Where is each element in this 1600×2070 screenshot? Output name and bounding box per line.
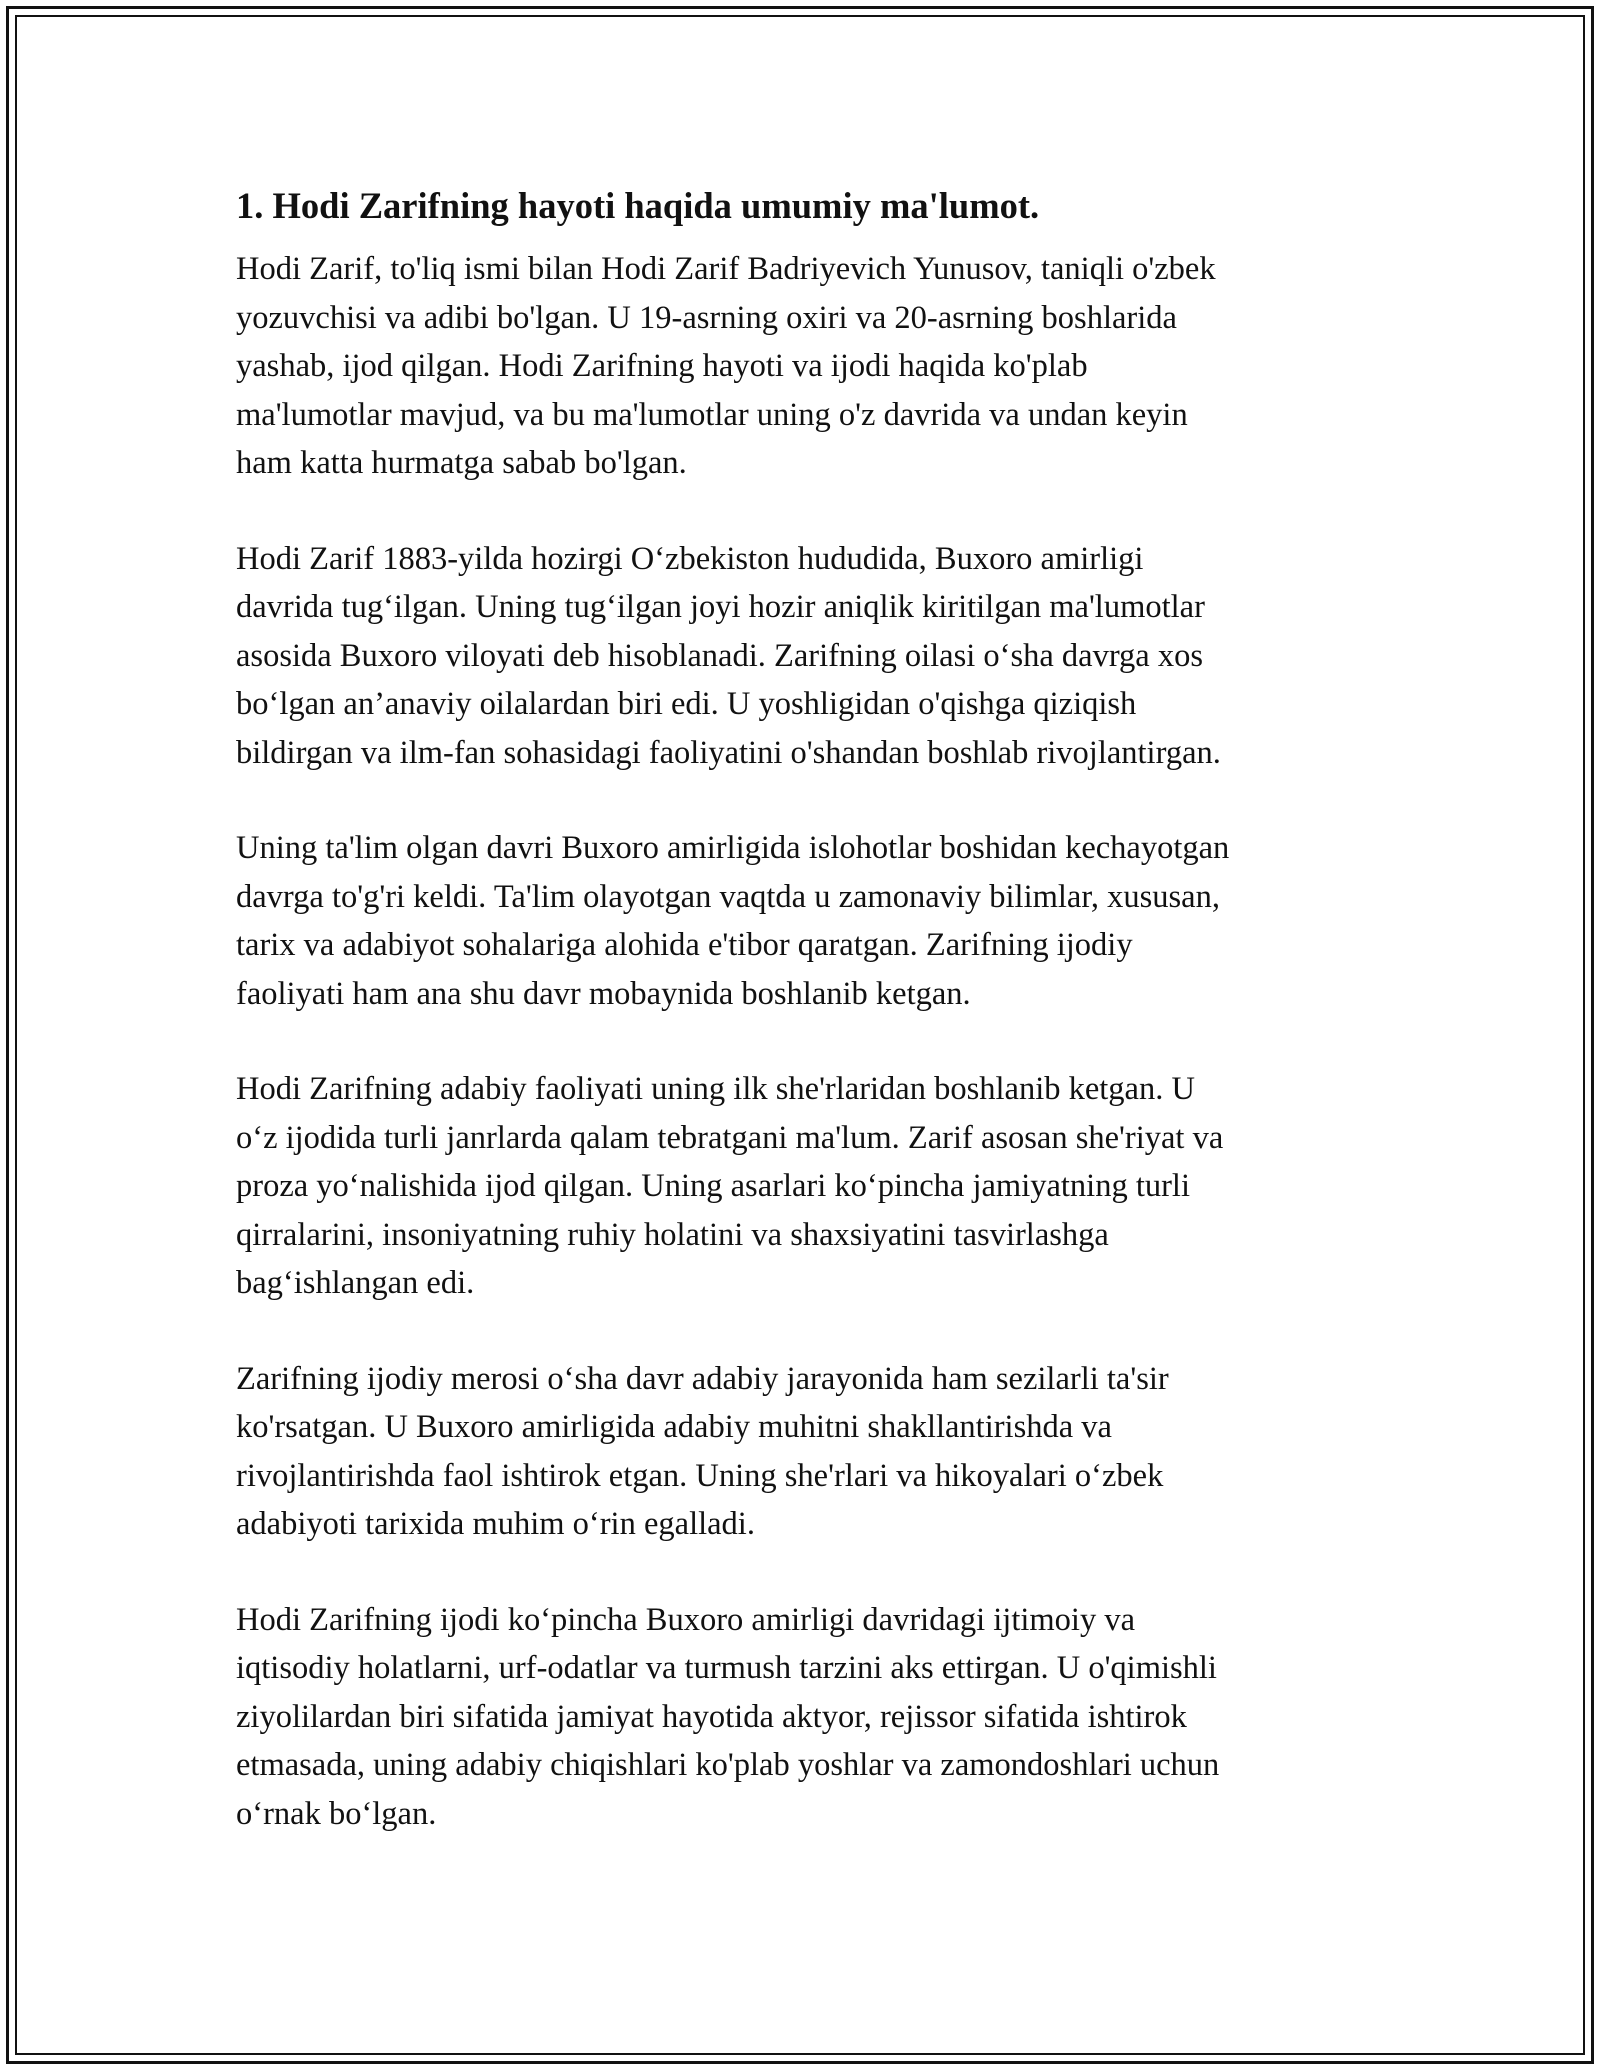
text-line: Hodi Zarif 1883-yilda hozirgi O‘zbekiston hududida, Buxoro amirligi [236, 540, 1144, 577]
text-line: bag‘ishlangan edi. [236, 1265, 475, 1301]
paragraph-intro [236, 245, 1366, 488]
text-line: davrga to'g'ri keldi. Ta'lim olayotgan vaqtda u zamonaviy bilimlar, xususan, [236, 878, 1220, 915]
text-line: Hodi Zarifning ijodi ko‘pincha Buxoro amirligi davridagi ijtimoiy va [236, 1601, 1136, 1638]
text-line: tarix va adabiyot sohalariga alohida e'tibor qaratgan. Zarifning ijodiy [236, 927, 1133, 963]
paragraph-birth [236, 535, 1366, 778]
text-line: yozuvchisi va adibi bo'lgan. U 19-asrning oxiri va 20-asrning boshlarida [236, 299, 1177, 336]
text-line: Hodi Zarifning adabiy faoliyati uning ilk she'rlaridan boshlanib ketgan. U [236, 1071, 1195, 1107]
text-line: ziyolilardan biri sifatida jamiyat hayotida aktyor, rejissor sifatida ishtirok [236, 1698, 1187, 1735]
text-line: Uning ta'lim olgan davri Buxoro amirligida islohotlar boshidan kechayotgan [236, 830, 1230, 866]
text-line: ko'rsatgan. U Buxoro amirligida adabiy muhitni shakllantirishda va [236, 1409, 1112, 1445]
text-line: yashab, ijod qilgan. Hodi Zarifning hayoti va ijodi haqida ko'plab [236, 348, 1088, 384]
text-line: iqtisodiy holatlarni, urf-odatlar va turmush tarzini aks ettirgan. U o'qimishli [236, 1650, 1217, 1686]
text-line: faoliyati ham ana shu davr mobaynida boshlanib ketgan. [236, 975, 971, 1012]
text-line: ma'lumotlar mavjud, va bu ma'lumotlar uning o'z davrida va undan keyin [236, 396, 1188, 433]
paragraph-legacy [236, 1355, 1366, 1549]
text-line: qirralarini, insoniyatning ruhiy holatini va shaxsiyatini tasvirlashga [236, 1216, 1109, 1253]
paragraph-literary-activity [236, 1065, 1366, 1308]
text-line: rivojlantirishda faol ishtirok etgan. Uning she'rlari va hikoyalari o‘zbek [236, 1457, 1164, 1494]
text-line: Zarifning ijodiy merosi o‘sha davr adabiy jarayonida ham sezilarli ta'sir [236, 1360, 1169, 1397]
text-line: davrida tug‘ilgan. Uning tug‘ilgan joyi hozir aniqlik kiritilgan ma'lumotlar [236, 589, 1205, 625]
text-line: asosida Buxoro viloyati deb hisoblanadi. Zarifning oilasi o‘sha davrga xos [236, 637, 1204, 674]
text-line: bo‘lgan an’anaviy oilalardan biri edi. U yoshligidan o'qishga qiziqish [236, 686, 1137, 722]
text-line: o‘z ijodida turli janrlarda qalam tebratgani ma'lum. Zarif asosan she'riyat va [236, 1119, 1224, 1156]
document-body [236, 182, 1366, 1885]
text-line: proza yo‘nalishida ijod qilgan. Uning asarlari ko‘pincha jamiyatning turli [236, 1168, 1190, 1204]
page-title: 1. Hodi Zarifning hayoti haqida umumiy ma'lumot. [236, 185, 1040, 226]
text-line: ham katta hurmatga sabab bo'lgan. [236, 445, 687, 481]
paragraph-education [236, 824, 1366, 1018]
text-line: etmasada, uning adabiy chiqishlari ko'plab yoshlar va zamondoshlari uchun [236, 1747, 1220, 1783]
text-line: bildirgan va ilm-fan sohasidagi faoliyatini o'shandan boshlab rivojlantirgan. [236, 734, 1221, 771]
paragraph-social-themes [236, 1596, 1366, 1839]
text-line: o‘rnak bo‘lgan. [236, 1795, 437, 1832]
text-line: Hodi Zarif, to'liq ismi bilan Hodi Zarif Badriyevich Yunusov, taniqli o'zbek [236, 251, 1216, 287]
text-line: adabiyoti tarixida muhim o‘rin egalladi. [236, 1506, 755, 1542]
